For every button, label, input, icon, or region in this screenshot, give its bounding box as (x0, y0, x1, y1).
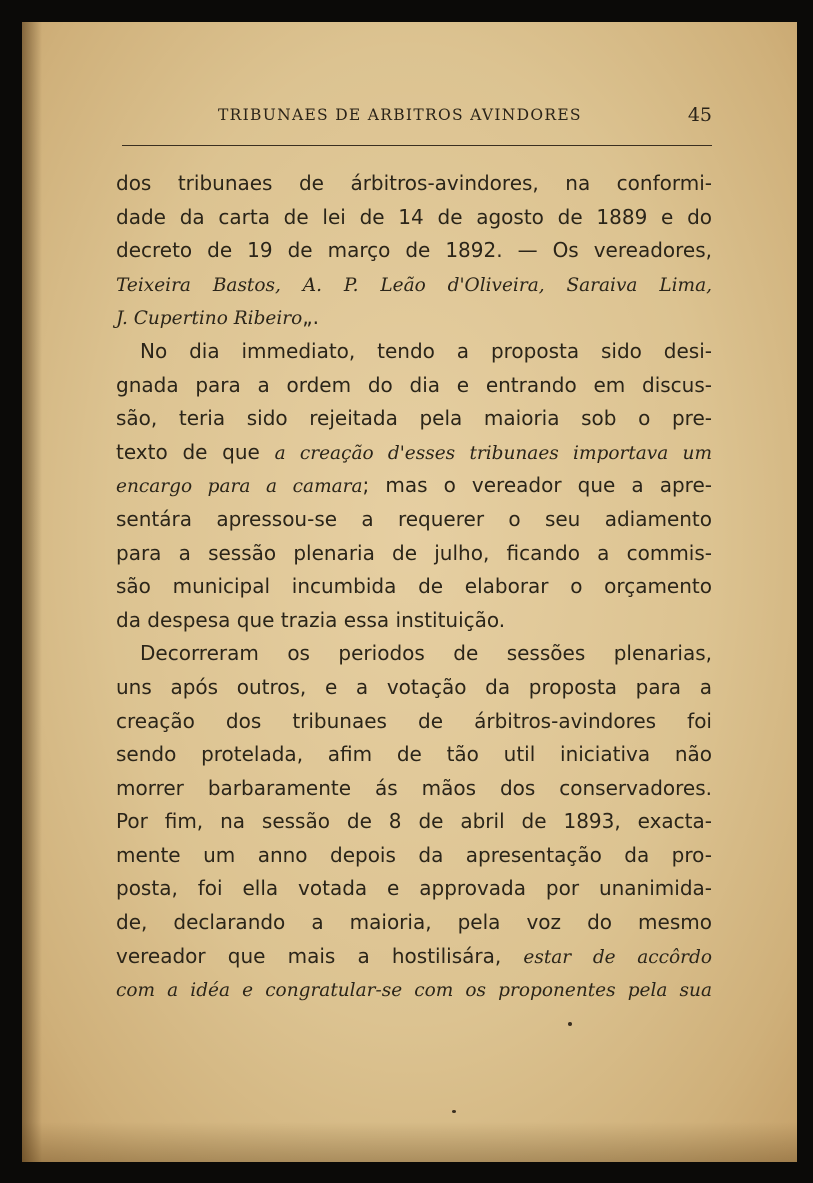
text-run: decreto de 19 de março de 1892. — Os vereadores, (116, 238, 712, 263)
text-line (116, 839, 712, 873)
text-line (116, 637, 712, 671)
book-page (22, 22, 797, 1162)
text-line (116, 335, 712, 369)
italic-run: J. Cupertino Ribeiro (116, 308, 303, 330)
italic-run: encargo para a camara (116, 476, 363, 498)
text-line (116, 402, 712, 436)
page-edge-shadow (22, 1122, 797, 1162)
text-line (116, 436, 712, 470)
text-line (116, 167, 712, 201)
text-line (116, 234, 712, 268)
text-run: dade da carta de lei de 14 de agosto de 1889 e do (116, 204, 712, 229)
text-run: mente um anno depois da apresentação da pro- (116, 842, 712, 867)
text-line (116, 570, 712, 604)
text-line (116, 906, 712, 940)
text-run: uns após outros, e a votação da proposta para a (116, 674, 712, 699)
text-run: Decorreram os periodos de sessões plenarias, (140, 641, 712, 666)
text-run: vereador que mais a hostilisára, (116, 943, 524, 968)
text-run: morrer barbaramente ás mãos dos conservadores. (116, 775, 712, 800)
body-text (116, 167, 712, 1007)
text-line (116, 469, 712, 503)
text-line (116, 872, 712, 906)
text-line (116, 738, 712, 772)
text-run: dos tribunaes de árbitros-avindores, na conformi- (116, 171, 712, 195)
text-run: Por fim, na sessão de 8 de abril de 1893, exacta- (116, 809, 712, 834)
header-rule (122, 145, 712, 146)
text-line (116, 772, 712, 806)
text-run: são, teria sido rejeitada pela maioria sob o pre- (116, 406, 712, 431)
text-run: para a sessão plenaria de julho, ficando a commis- (116, 540, 712, 565)
text-run: „. (302, 305, 319, 330)
text-run: são municipal incumbida de elaborar o orçamento (116, 574, 712, 599)
text-run: posta, foi ella votada e approvada por unanimida- (116, 876, 712, 901)
text-line (116, 268, 712, 302)
text-run: da despesa que trazia essa instituição. (116, 607, 506, 632)
italic-run: a creação d'esses tribunaes importava um (274, 442, 712, 464)
text-line (116, 201, 712, 235)
text-line (116, 537, 712, 571)
text-run: de, declarando a maioria, pela voz do mesmo (116, 910, 712, 935)
text-line (116, 973, 712, 1007)
text-run: creação dos tribunaes de árbitros-avindores foi (116, 708, 712, 733)
text-run: No dia immediato, tendo a proposta sido desi- (140, 338, 712, 363)
text-line (116, 940, 712, 974)
text-run: sendo protelada, afim de tão util iniciativa não (116, 742, 712, 767)
running-head (118, 103, 712, 129)
italic-run: Teixeira Bastos, A. P. Leão d'Oliveira, Saraiva Lima, (116, 274, 712, 296)
text-line (116, 604, 712, 638)
text-run: sentára apressou-se a requerer o seu adiamento (116, 506, 712, 531)
text-line (116, 301, 712, 335)
italic-run: com a idéa e congratular-se com os proponentes pela sua (116, 980, 712, 1002)
text-run: ; mas o vereador que a apre- (362, 473, 712, 498)
text-line (116, 805, 712, 839)
running-head-title: TRIBUNAES DE ARBITROS AVINDORES (218, 106, 582, 124)
text-run: gnada para a ordem do dia e entrando em discus- (116, 372, 712, 397)
page-number: 45 (687, 104, 712, 126)
text-line (116, 369, 712, 403)
text-run: texto de que (116, 439, 275, 464)
text-line (116, 705, 712, 739)
ink-speck (568, 1022, 572, 1026)
ink-speck (452, 1110, 456, 1113)
gutter-shadow (22, 22, 42, 1162)
italic-run: estar de accôrdo (523, 946, 712, 968)
text-line (116, 671, 712, 705)
text-line (116, 503, 712, 537)
